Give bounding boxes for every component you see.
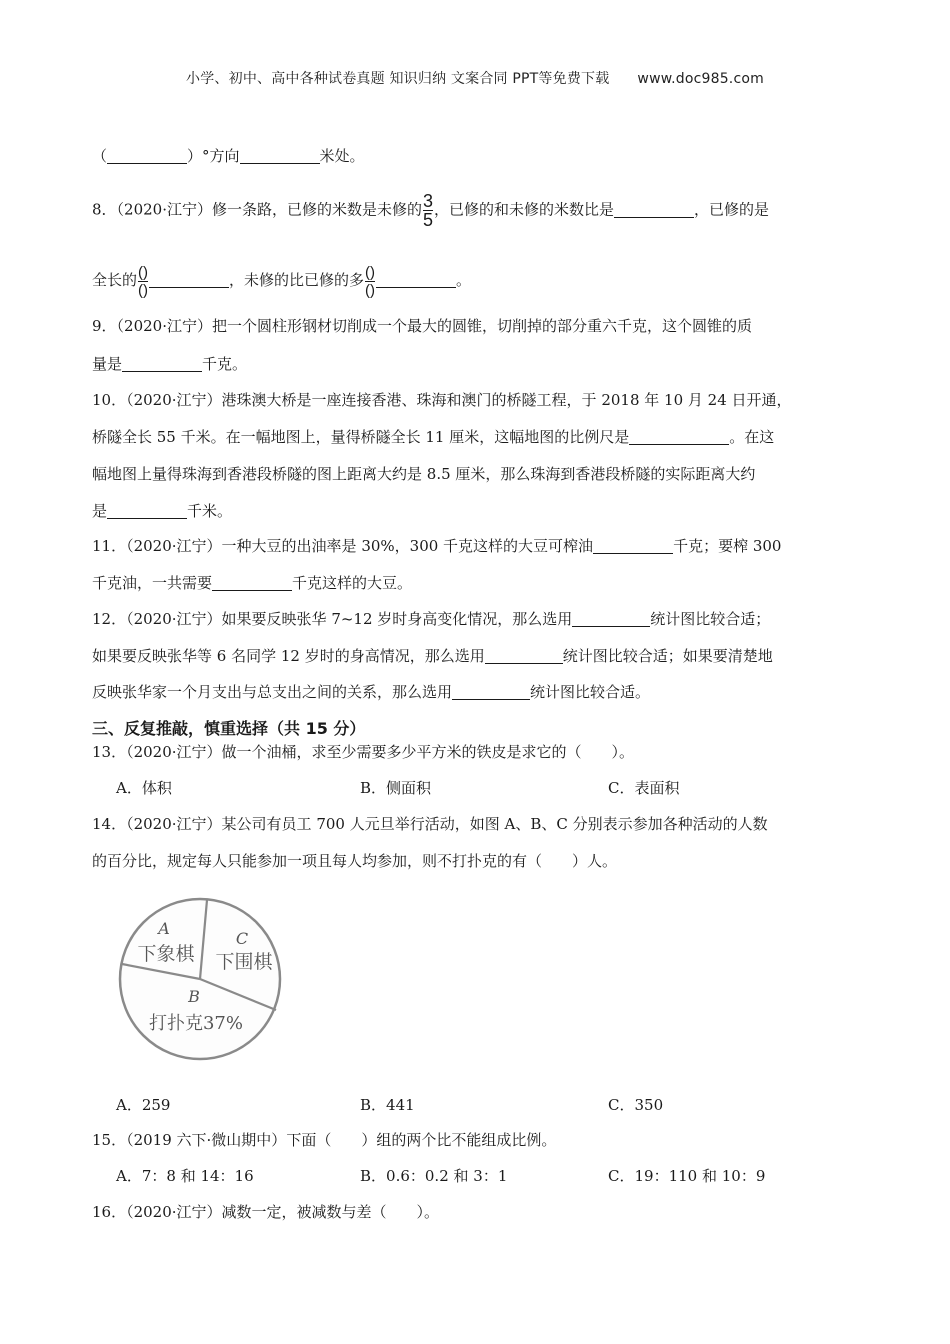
- q7-tail: （ ）°方向 米处。: [92, 147, 365, 165]
- q13-option-a[interactable]: A．体积: [116, 779, 172, 797]
- question-10-line4: 是 千米。: [92, 502, 233, 520]
- question-11: 11．（2020·江宁）一种大豆的出油率是 30%，300 千克这样的大豆可榨油 千克；要榨 300: [92, 537, 782, 555]
- section-3-title: 三、反复推敲，慎重选择（共 15 分）: [92, 719, 366, 738]
- q13-option-c[interactable]: C．表面积: [608, 779, 680, 797]
- question-12: 12．（2020·江宁）如果要反映张华 7~12 岁时身高变化情况，那么选用 统计图比较合适；: [92, 610, 771, 628]
- question-16: 16．（2020·江宁）减数一定，被减数与差（ ）。: [92, 1203, 440, 1221]
- question-11-line2: 千克油，一共需要 千克这样的大豆。: [92, 574, 413, 592]
- q7-blank-distance[interactable]: [240, 147, 320, 164]
- question-14: 14．（2020·江宁）某公司有员工 700 人元旦举行活动，如图 A、B、C 分别表示参加各种活动的人数: [92, 815, 768, 833]
- slice-a-letter: A: [158, 919, 170, 938]
- q13-option-b[interactable]: B．侧面积: [360, 779, 432, 797]
- fraction-blank-1[interactable]: $\frac{()}{()}$: [138, 263, 149, 299]
- slice-c-letter: C: [235, 929, 249, 948]
- question-15: 15．（2019 六下·微山期中）下面（ ）组的两个比不能组成比例。: [92, 1131, 557, 1149]
- q14-option-a[interactable]: A．259: [116, 1096, 171, 1114]
- q10-blank-distance[interactable]: [107, 502, 187, 519]
- fraction-blank-2[interactable]: $\frac{()}{()}$: [365, 263, 376, 299]
- question-12-line2: 如果要反映张华等 6 名同学 12 岁时的身高情况，那么选用 统计图比较合适；如果要清楚地: [92, 647, 773, 665]
- question-8: 8．（2020·江宁）修一条路，已修的米数是未修的 $\frac{3}{5}$ ，已修的和未修的米数比是 ，已修的是: [92, 191, 770, 230]
- slice-a-label: 下象棋: [137, 943, 195, 965]
- question-8-line2: 全长的 $\frac{()}{()}$ ，未修的比已修的多 $\frac{()}{()}$ 。: [92, 263, 472, 299]
- activity-pie-chart: [118, 888, 288, 1064]
- question-10-line2: 桥隧全长 55 千米。在一幅地图上，量得桥隧全长 11 厘米，这幅地图的比例尺是 。在这: [92, 428, 775, 446]
- q10-blank-scale[interactable]: [629, 428, 729, 445]
- header-website-link[interactable]: www.doc985.com: [637, 71, 764, 87]
- question-12-line3: 反映张华家一个月支出与总支出之间的关系，那么选用 统计图比较合适。: [92, 683, 651, 701]
- header-text: 小学、初中、高中各种试卷真题 知识归纳 文案合同 PPT等免费下载: [186, 71, 610, 87]
- question-10: 10．（2020·江宁）港珠澳大桥是一座连接香港、珠海和澳门的桥隧工程，于 2018 年 10 月 24 日开通，: [92, 391, 792, 409]
- q11-blank-oil[interactable]: [593, 537, 673, 554]
- q15-option-a[interactable]: A．7：8 和 14：16: [116, 1167, 254, 1185]
- q11-blank-beans[interactable]: [212, 574, 292, 591]
- slice-b-label: 打扑克37%: [148, 1013, 244, 1034]
- q15-option-c[interactable]: C．19：110 和 10：9: [608, 1167, 766, 1185]
- slice-b-letter: B: [188, 987, 200, 1006]
- question-14-line2: 的百分比，规定每人只能参加一项且每人均参加，则不打扑克的有（ ）人。: [92, 852, 618, 870]
- q15-option-b[interactable]: B．0.6：0.2 和 3：1: [360, 1167, 508, 1185]
- q8-blank-fraction-2[interactable]: [376, 271, 456, 288]
- fraction-3-5: $\frac{3}{5}$: [423, 191, 434, 230]
- q12-blank-3[interactable]: [452, 683, 530, 700]
- question-9: 9．（2020·江宁）把一个圆柱形钢材切削成一个最大的圆锥，切削掉的部分重六千克，这个圆锥的质: [92, 317, 753, 335]
- q8-blank-fraction-1[interactable]: [149, 271, 229, 288]
- q14-option-c[interactable]: C．350: [608, 1096, 664, 1114]
- q14-option-b[interactable]: B．441: [360, 1096, 415, 1114]
- q8-blank-ratio[interactable]: [614, 201, 694, 218]
- page-header: [0, 68, 950, 88]
- question-10-line3: 幅地图上量得珠海到香港段桥隧的图上距离大约是 8.5 厘米，那么珠海到香港段桥隧的实际距离大约: [92, 465, 756, 483]
- q9-blank[interactable]: [122, 355, 202, 372]
- slice-c-label: 下围棋: [215, 951, 273, 973]
- q7-blank-angle[interactable]: [107, 147, 187, 164]
- q12-blank-2[interactable]: [485, 647, 563, 664]
- question-13: 13．（2020·江宁）做一个油桶，求至少需要多少平方米的铁皮是求它的（ ）。: [92, 743, 635, 761]
- question-9-line2: 量是 千克。: [92, 355, 248, 373]
- q12-blank-1[interactable]: [572, 610, 650, 627]
